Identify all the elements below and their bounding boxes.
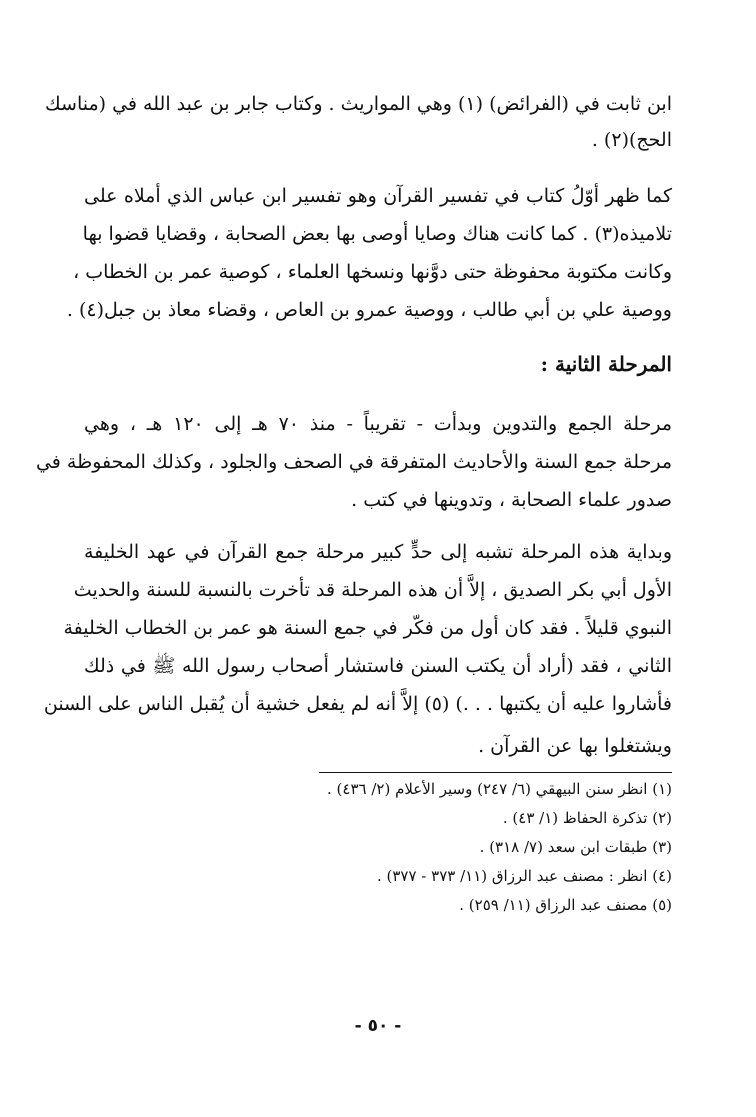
page-number: - ٥٠ -: [354, 1016, 402, 1036]
text-line: صدور علماء الصحابة ، وتدوينها في كتب .: [351, 489, 672, 511]
text-line: النبوي قليلاً . فقد كان أول من فكّر في جمع السنة هو عمر بن الخطاب الخليفة: [63, 617, 672, 639]
text-line: فأشاروا عليه أن يكتبها . . .) (٥) إلاَّ أنه لم يفعل خشية أن يُقبل الناس على السنن: [43, 693, 672, 715]
text-line: ووصية علي بن أبي طالب ، ووصية عمرو بن العاص ، وقضاء معاذ بن جبل(٤) .: [66, 299, 672, 321]
text-line: الأول أبي بكر الصديق ، إلاَّ أن هذه المرحلة قد تأخرت بالنسبة للسنة والحديث: [73, 579, 672, 601]
footnote: (٥) مصنف عبد الرزاق (١١/ ٢٥٩) .: [459, 896, 672, 914]
text-line: تلاميذه(٣) . كما كانت هناك وصايا أوصى بها بعض الصحابة ، وقضايا قضوا بها: [82, 223, 672, 245]
text-line: الثاني ، فقد (أراد أن يكتب السنن فاستشار أصحاب رسول الله ﷺ في ذلك: [84, 655, 672, 677]
footnote-separator: [319, 772, 672, 773]
text-line: ابن ثابت في (الفرائض) (١) وهي المواريث . وكتاب جابر بن عبد الله في (مناسك: [45, 93, 672, 115]
footnote: (٣) طبقات ابن سعد (٧/ ٣١٨) .: [479, 838, 672, 856]
text-line: وكانت مكتوبة محفوظة حتى دوَّنها ونسخها العلماء ، كوصية عمر بن الخطاب ،: [73, 261, 672, 283]
footnote: (١) انظر سنن البيهقي (٦/ ٢٤٧) وسير الأعلام (٢/ ٤٣٦) .: [327, 780, 672, 798]
text-line: مرحلة الجمع والتدوين وبدأت - تقريباً - منذ ٧٠ هـ إلى ١٢٠ هـ ، وهي: [84, 413, 673, 435]
footnote: (٢) تذكرة الحفاظ (١/ ٤٣) .: [502, 809, 672, 827]
text-line: كما ظهر أوّلُ كتاب في تفسير القرآن وهو تفسير ابن عباس الذي أملاه على: [84, 185, 672, 207]
text-line: مرحلة جمع السنة والأحاديث المتفرقة في الصحف والجلود ، وكذلك المحفوظة في: [35, 451, 672, 473]
footnote: (٤) انظر : مصنف عبد الرزاق (١١/ ٣٧٣ - ٣٧٧) .: [376, 867, 672, 885]
section-heading: المرحلة الثانية :: [540, 352, 672, 376]
text-line: ويشتغلوا بها عن القرآن .: [478, 735, 672, 757]
text-line: الحج)(٢) .: [591, 129, 672, 151]
text-line: وبداية هذه المرحلة تشبه إلى حدٍّ كبير مرحلة جمع القرآن في عهد الخليفة: [84, 541, 672, 563]
